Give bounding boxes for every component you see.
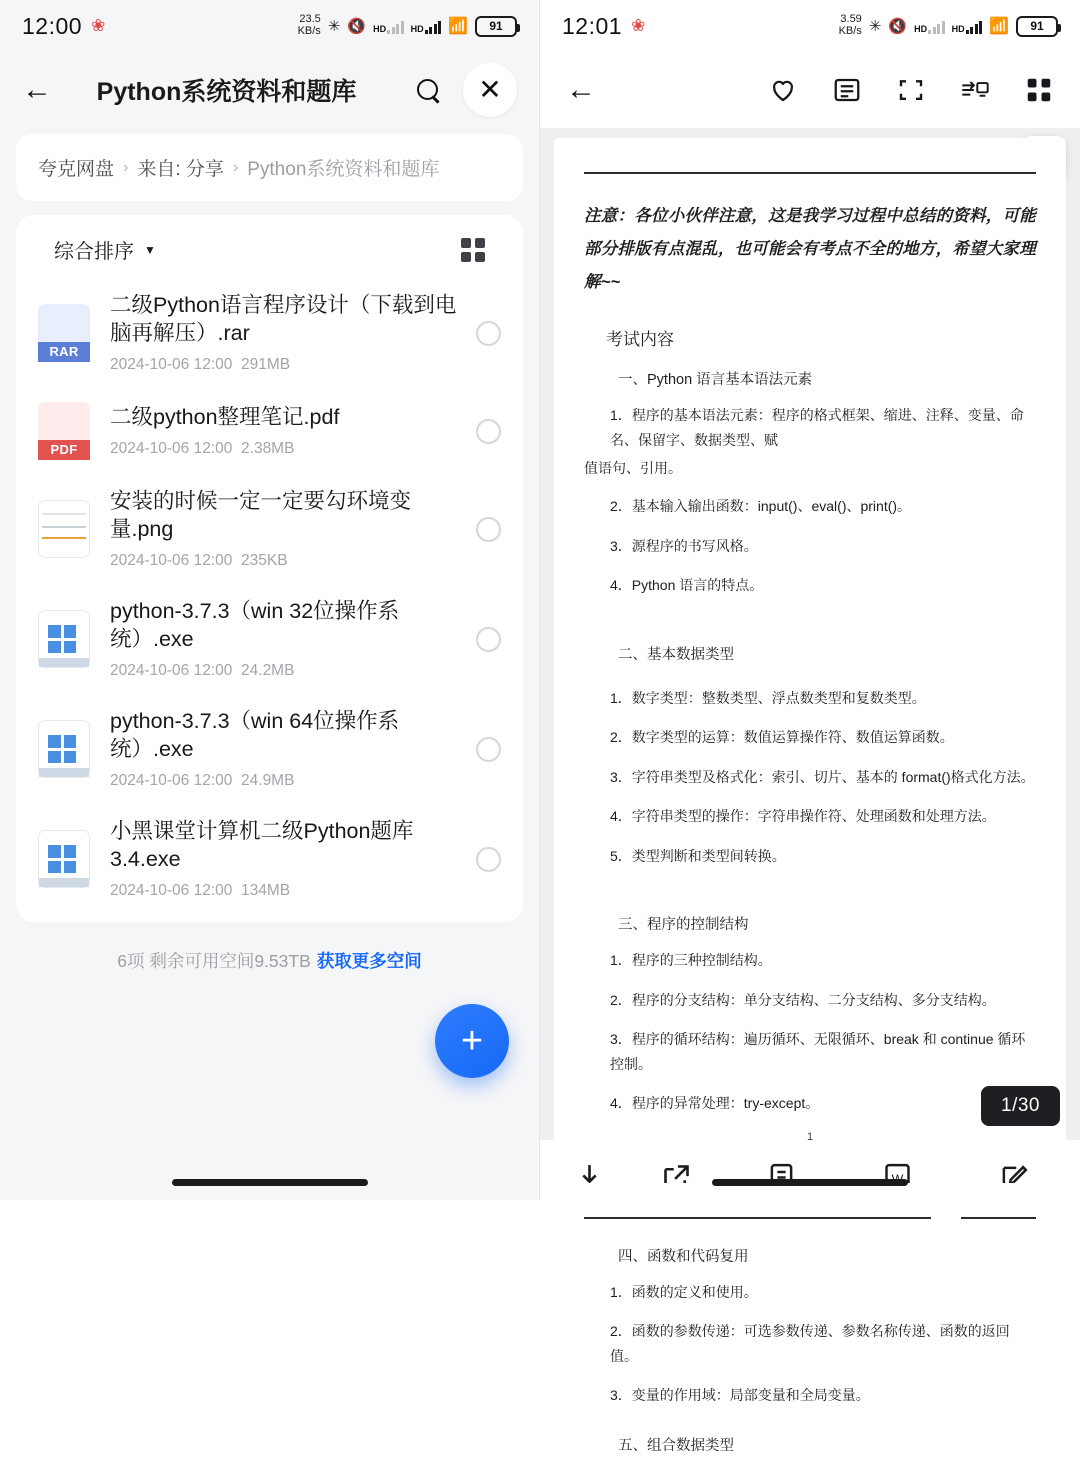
select-radio[interactable]	[476, 517, 501, 542]
doc-line: 3．变量的作用域：局部变量和全局变量。	[610, 1387, 870, 1403]
storage-summary	[0, 922, 539, 973]
doc-line: 1．函数的定义和使用。	[610, 1283, 758, 1300]
doc-line: 2．程序的分支结构：单分支结构、二分支结构、多分支结构。	[610, 991, 996, 1008]
select-radio[interactable]	[476, 847, 501, 872]
breadcrumb-root[interactable]: 夸克网盘	[38, 159, 115, 180]
table-row[interactable]	[16, 474, 523, 584]
table-row[interactable]	[16, 388, 523, 474]
document-page-2	[554, 1183, 1066, 1477]
chevron-down-icon[interactable]: ▼	[144, 242, 156, 257]
doc-heading: 三、程序的控制结构	[618, 917, 749, 933]
file-name: 二级python整理笔记.pdf	[110, 404, 340, 429]
flower-icon: ❀	[631, 16, 646, 35]
sort-label[interactable]: 综合排序	[54, 241, 134, 263]
select-radio[interactable]	[476, 737, 501, 762]
bluetooth-icon: ✳	[327, 18, 341, 35]
get-more-space-link[interactable]: 获取更多空间	[316, 951, 422, 972]
breadcrumb-separator: ›	[123, 158, 129, 176]
file-name: python-3.7.3（win 64位操作系统）.exe	[110, 709, 400, 761]
page-number: 1	[806, 1130, 814, 1143]
add-button[interactable]: +	[435, 1004, 509, 1078]
file-meta: 2024-10-06 12:00 291MB	[110, 356, 291, 374]
doc-heading: 五、组合数据类型	[618, 1437, 734, 1454]
doc-line: 4．字符串类型的操作：字符串操作符、处理函数和处理方法。	[610, 808, 996, 824]
table-row[interactable]	[16, 804, 523, 914]
mute-icon: 🔇	[888, 18, 908, 35]
file-meta: 2024-10-06 12:00 235KB	[110, 552, 288, 570]
back-arrow-icon[interactable]: ←	[22, 73, 52, 106]
page-indicator-badge: 1/30	[981, 1086, 1060, 1126]
file-meta: 2024-10-06 12:00 24.9MB	[110, 772, 295, 790]
send-to-pc-icon[interactable]	[960, 75, 990, 105]
doc-line: 2．数字类型的运算：数值运算操作符、数值运算函数。	[610, 729, 954, 745]
mute-icon: 🔇	[347, 18, 367, 35]
file-name: python-3.7.3（win 32位操作系统）.exe	[110, 599, 400, 651]
network-speed: 3.59 KB/s	[838, 13, 862, 37]
battery-indicator: 91	[1016, 16, 1058, 37]
file-name: 小黑课堂计算机二级Python题库3.4.exe	[110, 819, 414, 871]
exe-file-icon	[38, 720, 90, 778]
file-meta: 2024-10-06 12:00 24.2MB	[110, 662, 295, 680]
divider	[584, 172, 1036, 174]
list-toolbar	[32, 215, 507, 278]
document-page-1	[554, 138, 1066, 1161]
breadcrumb-current: Python系统资料和题库	[247, 159, 440, 180]
doc-heading: 一、Python 语言基本语法元素	[618, 372, 813, 388]
left-status-bar	[0, 0, 539, 52]
doc-line: 1．程序的基本语法元素：程序的格式框架、缩进、注释、变量、命名、保留字、数据类型、赋	[610, 407, 1024, 448]
storage-text: 6项 剩余可用空间9.53TB	[117, 951, 311, 972]
status-time: 12:00	[22, 12, 83, 39]
right-status-bar	[540, 0, 1080, 52]
divider	[584, 1217, 1036, 1219]
viewer-header	[540, 52, 1080, 128]
status-time: 12:01	[562, 12, 623, 39]
document-section-title: 考试内容	[606, 330, 674, 349]
document-note: 注意：各位小伙伴注意，这是我学习过程中总结的资料，可能部分排版有点混乱，也可能会有考点不全的地方，希望大家理解~~	[584, 207, 1036, 291]
flower-icon: ❀	[91, 16, 106, 35]
back-arrow-icon[interactable]: ←	[566, 73, 596, 106]
select-radio[interactable]	[476, 321, 501, 346]
doc-line: 1．数字类型：整数类型、浮点数类型和复数类型。	[610, 689, 926, 706]
fullscreen-icon[interactable]	[896, 75, 926, 105]
doc-line: 4．Python 语言的特点。	[610, 577, 764, 593]
doc-line: 3．字符串类型及格式化：索引、切片、基本的 format()格式化方法。	[610, 768, 1035, 785]
left-header	[0, 52, 539, 128]
file-list-card	[16, 215, 523, 922]
pdf-file-icon: PDF	[38, 402, 90, 460]
bluetooth-icon: ✳	[868, 18, 882, 35]
file-meta: 2024-10-06 12:00 134MB	[110, 882, 291, 900]
file-meta: 2024-10-06 12:00 2.38MB	[110, 440, 295, 458]
grid-view-icon[interactable]	[461, 238, 485, 262]
home-indicator	[712, 1179, 908, 1186]
exe-file-icon	[38, 830, 90, 888]
breadcrumb-separator: ›	[232, 158, 239, 176]
wifi-icon: 📶	[448, 18, 468, 35]
breadcrumb[interactable]	[16, 134, 523, 201]
battery-indicator: 91	[475, 16, 517, 37]
select-radio[interactable]	[476, 627, 501, 652]
left-screen-file-manager	[0, 0, 540, 1200]
apps-grid-icon[interactable]	[1024, 75, 1054, 105]
heart-icon[interactable]	[768, 75, 798, 105]
doc-heading: 二、基本数据类型	[618, 646, 734, 663]
breadcrumb-mid[interactable]: 来自: 分享	[137, 159, 224, 180]
doc-line: 5．类型判断和类型间转换。	[610, 847, 786, 864]
doc-line-continued: 值语句、引用。	[584, 460, 682, 476]
doc-line: 1．程序的三种控制结构。	[610, 952, 772, 968]
rar-file-icon: RAR	[38, 304, 90, 362]
right-screen-document-viewer	[540, 0, 1080, 1454]
png-file-icon	[38, 500, 90, 558]
page-title: Python系统资料和题库	[96, 78, 357, 106]
signal-1-icon: HD	[373, 19, 404, 34]
wifi-icon: 📶	[989, 18, 1009, 35]
file-name: 安装的时候一定一定要勾环境变量.png	[110, 489, 412, 541]
signal-2-icon: HD	[411, 19, 442, 34]
signal-1-icon: HD	[914, 19, 945, 34]
doc-heading: 四、函数和代码复用	[618, 1248, 749, 1265]
signal-2-icon: HD	[952, 19, 983, 34]
table-row[interactable]	[16, 694, 523, 804]
file-name: 二级Python语言程序设计（下载到电脑再解压）.rar	[110, 293, 457, 345]
doc-line: 2．基本输入输出函数：input()、eval()、print()。	[610, 498, 912, 514]
doc-line: 3．程序的循环结构：遍历循环、无限循环、break 和 continue 循环控制。	[610, 1031, 1026, 1072]
exe-file-icon	[38, 610, 90, 668]
doc-line: 4．程序的异常处理：try-except。	[610, 1095, 820, 1111]
search-icon[interactable]	[401, 63, 455, 117]
table-row[interactable]	[16, 278, 523, 388]
document-scroll-area[interactable]	[540, 128, 1080, 1454]
list-outline-icon[interactable]	[832, 75, 862, 105]
network-speed: 23.5 KB/s	[297, 13, 321, 37]
doc-line: 2．函数的参数传递：可选参数传递、参数名称传递、函数的返回值。	[610, 1323, 1010, 1364]
home-indicator	[172, 1179, 368, 1186]
close-icon[interactable]: ✕	[463, 63, 517, 117]
table-row[interactable]	[16, 584, 523, 694]
select-radio[interactable]	[476, 419, 501, 444]
doc-line: 3．源程序的书写风格。	[610, 537, 758, 554]
